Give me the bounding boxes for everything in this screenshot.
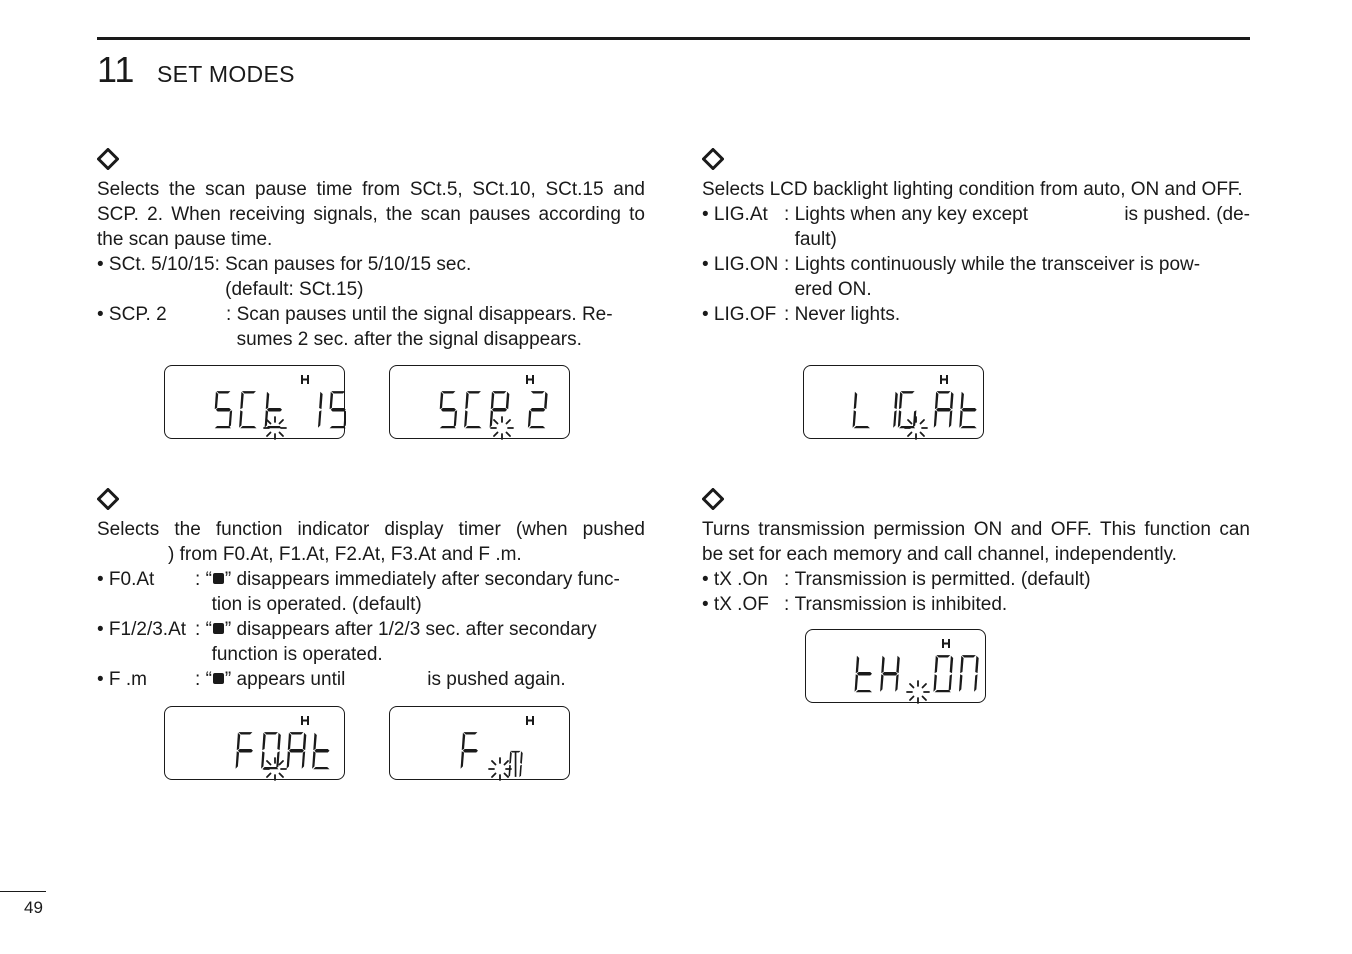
h-indicator [527,375,533,384]
diamond-icon [702,148,724,170]
function-indicator-icon [213,573,224,584]
bullet-term: • F0.At [97,569,155,590]
sun-icon [489,758,511,780]
bullet-term: • LIG.At [702,204,768,225]
backlight-description: Selects LCD backlight lighting condition from auto, ON and OFF. [702,179,1243,200]
function-indicator-icon [213,673,224,684]
bullet-term: • SCt. 5/10/15 [97,254,215,275]
bullet-term: • F1/2/3.At [97,619,187,640]
colon: : [195,569,206,590]
lcd-display [164,365,345,439]
bullet-term: • tX .On [702,569,768,590]
chapter-title: SET MODES [157,61,295,87]
header-rule [97,37,1250,40]
bullet-def-cont: function is operated. [211,644,383,665]
diamond-icon [702,488,724,510]
bullet-def: Transmission is inhibited. [794,594,1008,615]
lcd-display [803,365,984,439]
lcd-display [389,706,570,780]
colon: : [784,594,795,615]
h-indicator [941,375,947,384]
quote-open: “ [205,669,212,690]
diamond-icon [97,488,119,510]
bullet-def: ” disappears after 1/2/3 sec. after secondary [224,619,597,640]
colon: : [784,204,795,225]
bullet-def: Scan pauses for 5/10/15 sec. [225,254,472,275]
h-indicator [302,375,308,384]
list-item [702,567,1250,592]
colon: : [195,669,206,690]
desc-line-2: ) from F0.At, F1.At, F2.At, F3.At and F .m. [168,544,522,565]
list-item [97,667,645,692]
list-item [97,252,645,302]
colon: : [226,304,237,325]
sun-icon [907,681,929,703]
bullet-term: • LIG.OF [702,304,777,325]
h-indicator [302,716,308,725]
bullet-def: ” disappears immediately after secondary func- [224,569,620,590]
list-item [97,617,645,667]
transmit-description: Turns transmission permission ON and OFF. This function can be set for each memory and call channel, independently. [702,519,1250,565]
h-indicator [527,716,533,725]
lcd-display [389,365,570,439]
bullet-def: Lights continuously while the transceiver is pow- [794,254,1201,275]
chapter-number: 11 [97,49,135,90]
list-item [97,567,645,617]
list-item [702,302,1250,327]
list-item [702,252,1250,302]
function-timer-description [97,517,645,567]
quote-open: “ [205,619,212,640]
bullet-term: • LIG.ON [702,254,779,275]
desc-line-1: Selects the function indicator display timer (when pushed [97,519,645,540]
bullet-def-cont: sumes 2 sec. after the signal disappears. [236,329,582,350]
diamond-icon [97,148,119,170]
bullet-def-cont: tion is operated. (default) [211,594,422,615]
sun-icon [491,417,513,439]
bullet-def: is pushed again. [427,669,566,690]
bullet-term: • SCP. 2 [97,304,167,325]
bullet-def-cont: (default: SCt.15) [225,279,364,300]
sun-icon [905,417,927,439]
bullet-term: • tX .OF [702,594,769,615]
lcd-display [164,706,345,780]
bullet-term: • F .m [97,669,147,690]
h-indicator [943,639,949,648]
list-item [97,302,645,352]
bullet-def: Transmission is permitted. (default) [794,569,1091,590]
bullet-def: Lights when any key except [794,204,1028,225]
bullet-def: is pushed. (de- [1124,204,1250,225]
colon: : [195,619,206,640]
list-item [702,202,1250,252]
quote-open: “ [205,569,212,590]
bullet-def-cont: ered ON. [794,279,872,300]
lcd-display [805,629,986,703]
function-indicator-icon [213,623,224,634]
bullet-def-cont: fault) [794,229,837,250]
list-item [702,592,1250,617]
colon: : [784,254,795,275]
bullet-def: Never lights. [794,304,901,325]
footer-rule [0,891,46,892]
colon: : [784,569,795,590]
bullet-def: ” appears until [224,669,346,690]
colon: : [784,304,795,325]
bullet-def: Scan pauses until the signal disappears. Re- [236,304,613,325]
page-number: 49 [24,898,43,917]
scan-pause-description: Selects the scan pause time from SCt.5, SCt.10, SCt.15 and SCP. 2. When receiving signals, the scan pauses according to the scan pause time. [97,179,645,250]
colon: : [214,254,226,275]
